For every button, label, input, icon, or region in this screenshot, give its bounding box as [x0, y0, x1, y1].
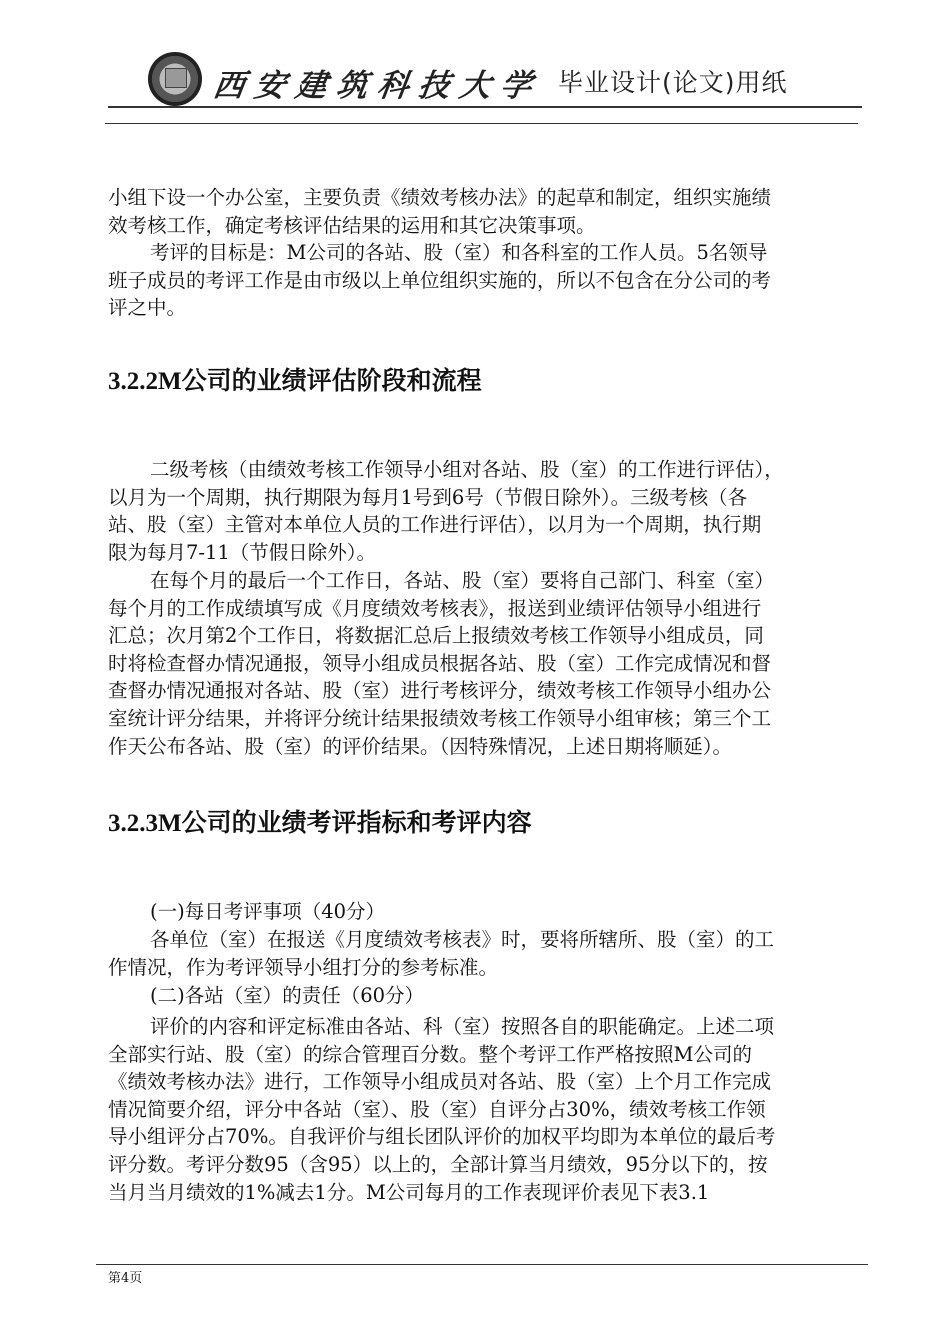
text-line: 在每个月的最后一个工作日，各站、股（室）要将自己部门、科室（室） [150, 569, 775, 592]
paragraph [108, 1013, 868, 1206]
text-line: (一)每日考评事项（40分） [150, 900, 386, 923]
text-line: 当月当月绩效的1%减去1分。M公司每月的工作表现评价表见下表3.1 [108, 1180, 710, 1204]
header-rule-thin [105, 123, 858, 124]
text-line: 作天公布各站、股（室）的评价结果。（因特殊情况，上述日期将顺延）。 [108, 734, 733, 758]
text-line: 考评的目标是：M公司的各站、股（室）和各科室的工作人员。5名领导 [150, 241, 768, 264]
text-line: 班子成员的考评工作是由市级以上单位组织实施的，所以不包含在分公司的考 [108, 268, 772, 292]
section-heading: 3.2.2M公司的业绩评估阶段和流程 [108, 368, 482, 395]
text-line: 查督办情况通报对各站、股（室）进行考核评分，绩效考核工作领导小组办公 [108, 679, 772, 703]
university-logo [148, 52, 202, 106]
paragraph [108, 926, 868, 981]
text-line: 作情况，作为考评领导小组打分的参考标准。 [108, 955, 499, 979]
text-line: 导小组评分占70%。自我评价与组长团队评价的加权平均即为本单位的最后考 [108, 1125, 776, 1149]
page-number: 第4页 [108, 1271, 143, 1286]
paragraph [108, 567, 868, 760]
university-name: 西安建筑科技大学 [210, 68, 545, 104]
text-line: 时将检查督办情况通报，领导小组成员根据各站、股（室）工作完成情况和督 [108, 651, 772, 675]
text-line: 评之中。 [108, 296, 187, 320]
text-line: 评分数。考评分数95（含95）以上的，全部计算当月绩效，95分以下的，按 [108, 1152, 768, 1176]
text-line: 全部实行站、股（室）的综合管理百分数。整个考评工作严格按照M公司的 [108, 1042, 752, 1066]
text-line: 二级考核（由绩效考核工作领导小组对各站、股（室）的工作进行评估）， [150, 458, 784, 481]
text-line: 以月为一个周期，执行期限为每月1号到6号（节假日除外）。三级考核（各 [108, 485, 748, 509]
paragraph [108, 184, 868, 239]
text-line: 各单位（室）在报送《月度绩效考核表》时，要将所辖所、股（室）的工 [150, 928, 775, 951]
text-line: 每个月的工作成绩填写成《月度绩效考核表》，报送到业绩评估领导小组进行 [108, 596, 762, 620]
text-line: 《绩效考核办法》进行，工作领导小组成员对各站、股（室）上个月工作完成 [108, 1070, 772, 1094]
text-line: (二)各站（室）的责任（60分） [150, 984, 425, 1007]
list-item [108, 898, 868, 926]
text-line: 汇总；次月第2个工作日，将数据汇总后上报绩效考核工作领导小组成员，同 [108, 624, 764, 648]
text-line: 室统计评分结果，并将评分统计结果报绩效考核工作领导小组审核；第三个工 [108, 706, 772, 730]
text-line: 小组下设一个办公室，主要负责《绩效考核办法》的起草和制定，组织实施绩 [108, 186, 772, 209]
paragraph [108, 456, 868, 566]
paragraph [108, 239, 868, 322]
header-rule [108, 106, 862, 108]
text-line: 效考核工作，确定考核评估结果的运用和其它决策事项。 [108, 213, 596, 237]
paper-title: 毕业设计(论文)用纸 [558, 68, 788, 97]
text-line: 站、股（室）主管对本单位人员的工作进行评估），以月为一个周期，执行期 [108, 513, 762, 537]
list-item [108, 982, 868, 1010]
footer-rule [96, 1264, 868, 1265]
text-line: 情况简要介绍，评分中各站（室）、股（室）自评分占30%，绩效考核工作领 [108, 1097, 766, 1121]
text-line: 评价的内容和评定标准由各站、科（室）按照各自的职能确定。上述二项 [150, 1015, 775, 1038]
section-heading: 3.2.3M公司的业绩考评指标和考评内容 [108, 810, 532, 837]
text-line: 限为每月7-11（节假日除外）。 [108, 540, 377, 564]
